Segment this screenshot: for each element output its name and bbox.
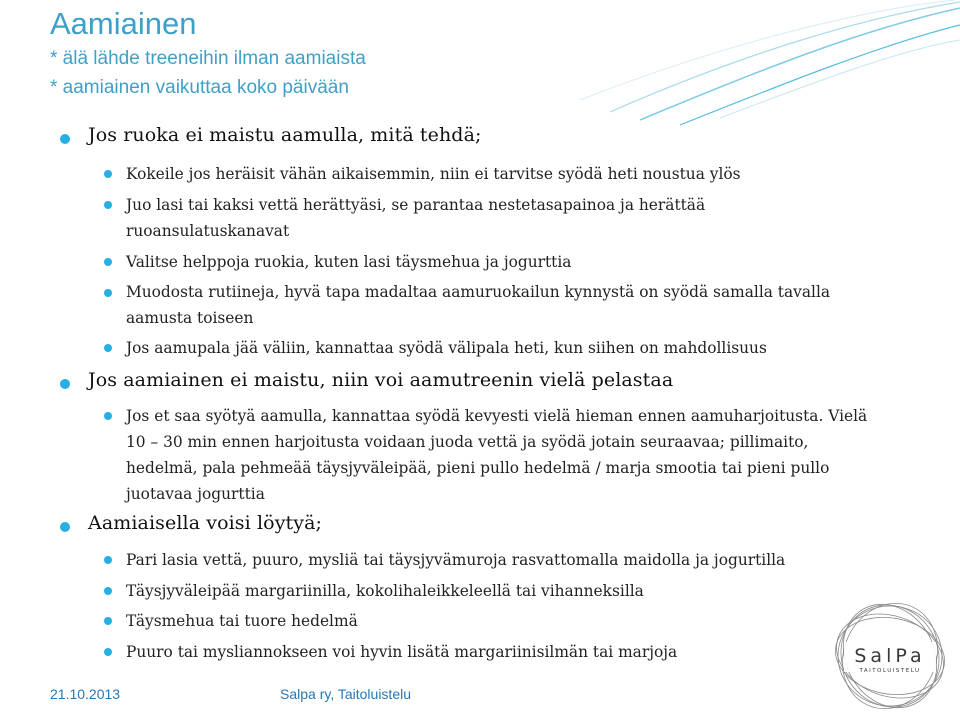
- bullet-icon: [104, 587, 112, 595]
- bullet-icon: [104, 289, 112, 297]
- logo-name: SalPa: [854, 645, 926, 667]
- footer-org: Salpa ry, Taitoluistelu: [280, 686, 411, 702]
- list-item: Jos aamupala jää väliin, kannattaa syödä välipala heti, kun siihen on mahdollisuus: [126, 339, 767, 357]
- list-item: Puuro tai mysliannokseen voi hyvin lisätä margariinisilmän tai marjoja: [126, 643, 678, 661]
- list-item: Juo lasi tai kaksi vettä herättyäsi, se parantaa nestetasapainoa ja herättää ruoansulatuskanavat: [126, 196, 706, 240]
- bullet-icon: [104, 617, 112, 625]
- footer-date: 21.10.2013: [50, 686, 121, 702]
- list-item: Kokeile jos heräisit vähän aikaisemmin, niin ei tarvitse syödä heti noustua ylös: [126, 165, 741, 183]
- slide-title: Aamiainen: [50, 6, 197, 41]
- bullet-icon: [104, 412, 112, 420]
- bullet-icon: [60, 522, 70, 532]
- list-item: Jos et saa syötyä aamulla, kannattaa syödä kevyesti vielä hieman ennen aamuharjoitusta. Vielä 10 – 30 min ennen harjoitusta voidaan juoda vettä ja syödä jotain seuraavaa; pillimaito, hedelmä, pala pehmeää täysjyväleipää, pieni pullo hedelmä / marja smootia tai pieni pullo juotavaa jogurttia: [126, 407, 868, 503]
- list-item: Muodosta rutiineja, hyvä tapa madaltaa aamuruokailun kynnystä on syödä samalla tavalla aamusta toiseen: [126, 283, 831, 327]
- bullet-icon: [104, 258, 112, 266]
- bullet-icon: [104, 344, 112, 352]
- subtitle-1: * älä lähde treeneihin ilman aamiaista: [50, 48, 366, 69]
- subtitle-2: * aamiainen vaikuttaa koko päivään: [50, 77, 349, 98]
- bullet-icon: [104, 556, 112, 564]
- bullet-icon: [60, 134, 70, 144]
- list-item: Täysjyväleipää margariinilla, kokolihaleikkeleellä tai vihanneksilla: [126, 582, 644, 600]
- section-heading: Jos aamiainen ei maistu, niin voi aamutreenin vielä pelastaa: [88, 369, 674, 391]
- logo-tagline: TAITOLUISTELU: [859, 668, 921, 674]
- list-item: Valitse helppoja ruokia, kuten lasi täysmehua ja jogurttia: [126, 253, 572, 271]
- list-item: Pari lasia vettä, puuro, mysliä tai täysjyvämuroja rasvattomalla maidolla ja jogurtilla: [126, 551, 786, 569]
- bullet-icon: [104, 648, 112, 656]
- salpa-logo: [822, 598, 958, 716]
- section-heading: Jos ruoka ei maistu aamulla, mitä tehdä;: [88, 124, 482, 146]
- title-block: [50, 4, 366, 102]
- bullet-icon: [60, 379, 70, 389]
- list-item: Täysmehua tai tuore hedelmä: [126, 612, 358, 630]
- bullet-icon: [104, 201, 112, 209]
- bullet-icon: [104, 170, 112, 178]
- section-heading: Aamiaisella voisi löytyä;: [88, 512, 323, 534]
